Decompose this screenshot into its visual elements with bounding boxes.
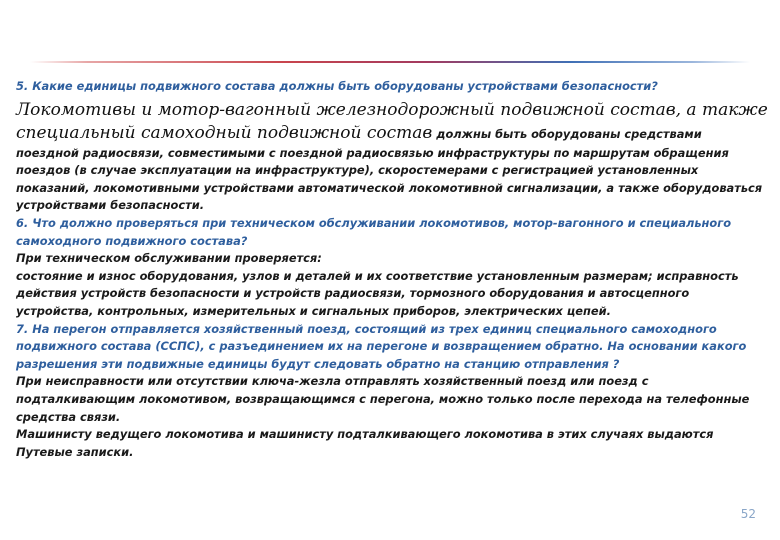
- question-5: 5. Какие единицы подвижного состава должны быть оборудованы устройствами безопасности?: [16, 79, 658, 93]
- answer-5-lead-line-2: специальный самоходный подвижной состав: [16, 122, 433, 143]
- answer-7-paragraph-2: Машинисту ведущего локомотива и машинисту подталкивающего локомотива в этих случаях выдаются Путевые записки.: [16, 427, 714, 459]
- answer-7-paragraph-1: При неисправности или отсутствии ключа-жезла отправлять хозяйственный поезд или поезд с подталкивающим локомотивом, возвращающимся с перегона, можно только после перехода на телефонные средства связи.: [16, 374, 750, 424]
- answer-5-body: поездной радиосвязи, совместимыми с поездной радиосвязью инфраструктуры по маршрутам обращения поездов (в случае эксплуатации на инфраструктуре), скоростемерами с регистрацией установленных показаний, локомотивными устройствами автоматической локомотивной сигнализации, а также оборудоваться устройствами безопасности.: [16, 145, 763, 213]
- answer-6-intro: При техническом обслуживании проверяется:: [16, 251, 322, 266]
- answer-5-lead-line-1: Локомотивы и мотор-вагонный железнодорожный подвижной состав, а также: [16, 99, 768, 120]
- answer-5-lead: [16, 99, 768, 145]
- answer-5-lead-tail: должны быть оборудованы средствами: [432, 126, 702, 141]
- slide-content: [16, 78, 768, 461]
- page-number: 52: [740, 507, 756, 521]
- question-6: 6. Что должно проверяться при техническом обслуживании локомотивов, мотор-вагонного и специального самоходного подвижного состава?: [16, 215, 732, 248]
- question-7: 7. На перегон отправляется хозяйственный поезд, состоящий из трех единиц специального самоходного подвижного состава (ССПС), с разъединением их на перегоне и возвращением обратно. На основании какого разрешения эти подвижные единицы будут следовать обратно на станцию отправления ?: [16, 321, 747, 371]
- answer-6-body: состояние и износ оборудования, узлов и деталей и их соответствие установленным размерам; исправность действия устройств безопасности и устройств радиосвязи, тормозного оборудования и автосцепного устройства, контрольных, измерительных и сигнальных приборов, электрических цепей.: [16, 268, 739, 318]
- top-divider-line: [30, 61, 750, 63]
